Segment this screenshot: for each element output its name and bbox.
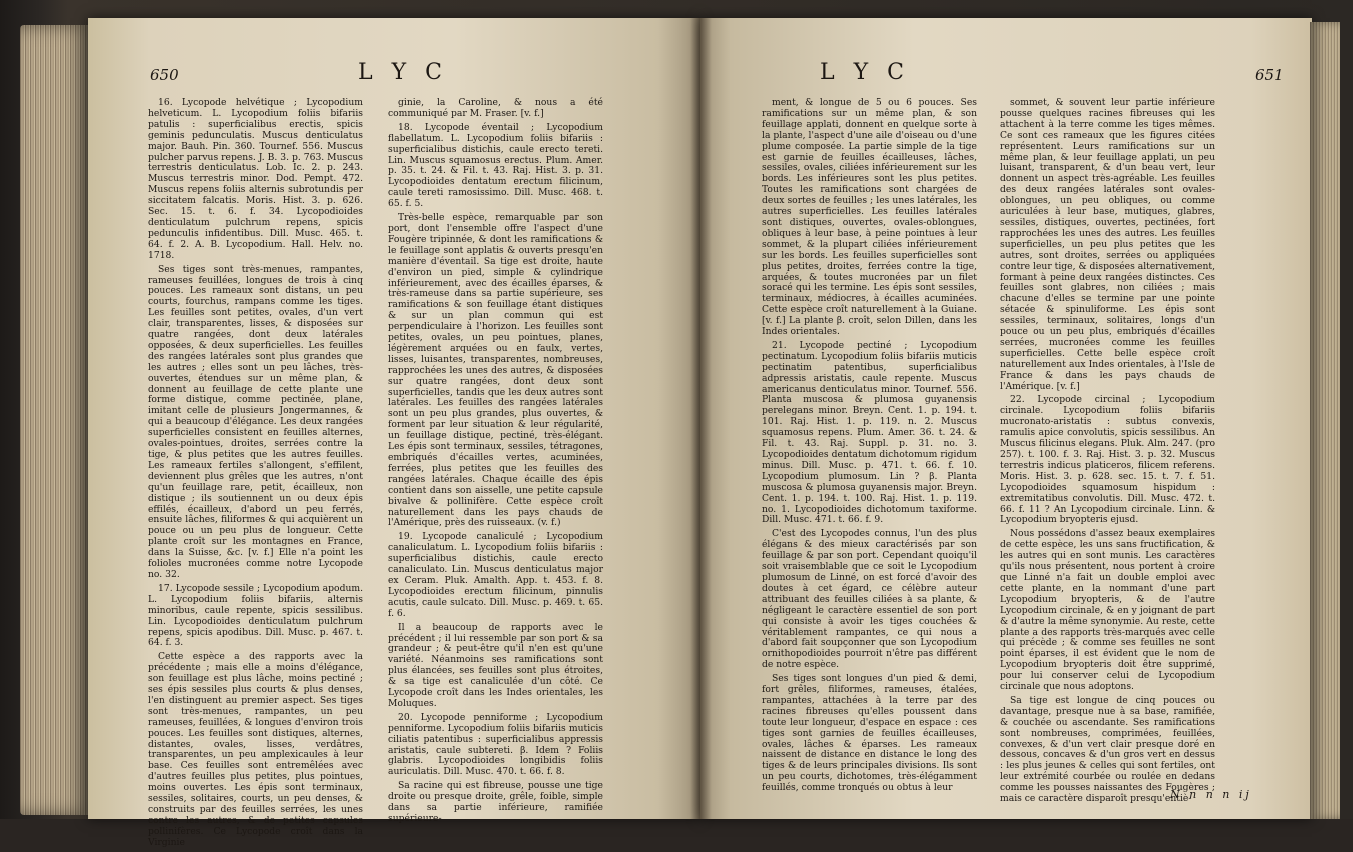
paragraph: Très-belle espèce, remarquable par son port, dont l'ensemble offre l'aspect d'une Fougère tripinnée, & dont les ramifications & le feuillage sont applatis & ouverts presqu'en manière d'éventail. Sa tige est droite, haute d'environ un pied, simple & cylindrique inférieurement, avec des écailles éparses, & très-rameuse dans sa partie supérieure, ses ramifications & son feuillage étant distiques & sur un plan commun qui est perpendiculaire à l'horizon. Les feuilles sont petites, ovales, un peu pointues, planes, légèrement arquées ou en faulx, vertes, lisses, luisantes, transparentes, nombreuses, rapprochées les unes des autres, & disposées sur quatre rangées, dont deux sont superficielles, tandis que les deux autres sont latérales. Les feuilles des rangées latérales sont un peu plus grandes, plus ouvertes, & forment par leur situation & leur régularité, un feuillage distique, pectiné, très-élégant. Les épis sont terminaux, sessiles, tétragones, embriqués d'écailles vertes, acuminées, ferrées, plus petites que les feuilles des rangées latérales. Chaque écaille des épis contient dans son aisselle, une petite capsule bivalve & pollinifère. Cette espèce croît naturellement dans les pays chauds de l'Amérique, près des ruisseaux. (v. f.)	[388, 212, 603, 529]
paragraph: Il a beaucoup de rapports avec le précédent ; il lui ressemble par son port & sa grandeur ; & peut-être qu'il n'en est qu'une variété. Néanmoins ses ramifications sont plus élancées, ses feuilles sont plus étroites, & sa tige est canaliculée d'un côté. Ce Lycopode croît dans les Indes orientales, les Moluques.	[388, 621, 603, 709]
right-column-2	[1000, 98, 1215, 808]
paragraph: 18. Lycopode éventail ; Lycopodium flabellatum. L. Lycopodium foliis bifariis : superficialibus distichis, caule erecto tereti. Lin. Muscus squamosus erectus. Plum. Amer. p. 35. t. 24. & Fil. t. 43. Raj. Hist. 3. p. 31. Lycopodioides dentatum erectum filicinum, caule tereti ramosissimo. Dill. Musc. 468. t. 65. f. 5.	[388, 121, 603, 210]
right-column-1	[762, 98, 977, 797]
right-running-head: L Y C	[820, 60, 910, 85]
book-fore-edge-right	[1310, 22, 1340, 819]
paragraph: 17. Lycopode sessile ; Lycopodium apodum. L. Lycopodium foliis bifariis, alternis minoribus, caule repente, spicis sessilibus. Lin. Lycopodioides denticulatum pulchrum repens, spicis apodibus. Dill. Musc. p. 467. t. 64. f. 3.	[148, 582, 363, 649]
paragraph: Ses tiges sont longues d'un pied & demi, fort grêles, filiformes, rameuses, étalées, rampantes, attachées à la terre par des racines fibreuses qu'elles poussent dans toute leur longueur, d'espace en espace : ces tiges sont garnies de feuilles écailleuses, ovales, lâches & éparses. Les rameaux naissent de distance en distance le long des tiges & de leurs principales divisions. Ils sont un peu courts, dichotomes, très-élégamment feuillés, comme tronqués ou obtus à leur	[762, 673, 977, 794]
paragraph: Cette espèce a des rapports avec la précédente ; mais elle a moins d'élégance, son feuillage est plus lâche, moins pectiné ; ses épis sessiles plus courts & plus denses, l'en distinguent au premier aspect. Ses tiges sont très-menues, rampantes, un peu rameuses, feuillées, & longues d'environ trois pouces. Les feuilles sont distiques, alternes, distantes, ovales, lisses, verdâtres, transparentes, un peu amplexicaules à leur base. Ces feuilles sont entremêlées avec d'autres feuilles plus petites, plus pointues, moins ouvertes. Les épis sont terminaux, sessiles, solitaires, courts, un peu denses, & construits par des feuilles serrées, les unes contre les autres, & de petites capsules pollinifères. Ce Lycopode croît dans la Virginie	[148, 651, 363, 848]
paragraph: 16. Lycopode helvétique ; Lycopodium helveticum. L. Lycopodium foliis bifariis patulis : superficialibus erectis, spicis geminis pedunculatis. Muscus denticulatus major. Bauh. Pin. 360. Tournef. 556. Muscus pulcher parvus repens. J. B. 3. p. 763. Muscus terrestris denticulatus. Lob. Ic. 2. p. 243. Muscus terrestris minor. Dod. Pempt. 472. Muscus repens foliis alternis subrotundis per siccitatem falcatis. Moris. Hist. 3. p. 626. Sec. 15. t. 6. f. 34. Lycopodioides denticulatum pulchrum repens, spicis pedunculis infidentibus. Dill. Musc. 465. t. 64. f. 2. A. B. Lycopodium. Hall. Helv. no. 1718.	[148, 97, 363, 261]
paragraph: Sa tige est longue de cinq pouces ou davantage, presque nue à sa base, ramifiée, & couchée ou ascendante. Ses ramifications sont nombreuses, comprimées, feuillées, convexes, & d'un vert clair presque doré en dessous, concaves & d'un gros vert en dessus : les plus jeunes & celles qui sont fertiles, ont leur extrémité courbée ou roulée en dedans comme les pousses naissantes des Fougères ; mais ce caractère disparoît presqu'entiè-	[1000, 694, 1215, 805]
book-fore-edge-left	[20, 25, 90, 815]
paragraph: Sa racine qui est fibreuse, pousse une tige droite ou presque droite, grêle, foible, simple dans sa partie inférieure, ramifiée supérieure-	[388, 780, 603, 824]
paragraph: 21. Lycopode pectiné ; Lycopodium pectinatum. Lycopodium foliis bifariis muticis pectinatim patentibus, superficialibus adpressis aristatis, caule repente. Muscus americanus denticulatus minor. Tournef. 556. Planta muscosa & plumosa guyanensis perelegans minor. Breyn. Cent. 1. p. 194. t. 101. Raj. Hist. 1. p. 119. n. 2. Muscus squamosus repens. Plum. Amer. 36. t. 24. & Fil. t. 43. Raj. Suppl. p. 31. no. 3. Lycopodioides dentatum dichotomum rigidum minus. Dill. Musc. p. 471. t. 66. f. 10. Lycopodium plumosum. Lin ? β. Planta muscosa & plumosa guyanensis major. Breyn. Cent. 1. p. 194. t. 100. Raj. Hist. 1. p. 119. no. 1. Lycopodioides dichotomum taxiforme. Dill. Musc. 471. t. 66. f. 9.	[762, 339, 977, 526]
left-page-number: 650	[150, 66, 179, 84]
left-running-head: L Y C	[358, 60, 448, 85]
signature-mark: N n n n ij	[1170, 788, 1252, 801]
left-column-1	[148, 98, 363, 852]
paragraph: 19. Lycopode canaliculé ; Lycopodium canaliculatum. L. Lycopodium foliis bifariis : superficialibus distichis, caule erecto canaliculato. Lin. Muscus denticulatus major ex Ceram. Pluk. Amalth. App. t. 453. f. 8. Lycopodioides erectum filicinum, pinnulis acutis, caule sulcato. Dill. Musc. p. 469. t. 65. f. 6.	[388, 531, 603, 619]
paragraph: Ses tiges sont très-menues, rampantes, rameuses feuillées, longues de trois à cinq pouces. Les rameaux sont distans, un peu courts, fourchus, rampans comme les tiges. Les feuilles sont petites, ovales, d'un vert clair, transparentes, lisses, & disposées sur quatre rangées, dont deux latérales opposées, & deux superficielles. Les feuilles des rangées latérales sont plus grandes que les autres ; elles sont un peu lâches, très-ouvertes, étendues sur un même plan, & donnent au feuillage de cette plante une forme distique, comme pectinée, plane, imitant celle de plusieurs Jongermannes, & qui a beaucoup d'élégance. Les deux rangées superficielles consistent en feuilles alternes, ovales-pointues, droites, serrées contre la tige, & plus petites que les autres feuilles. Les rameaux fertiles s'allongent, s'effilent, deviennent plus grêles que les autres, n'ont qu'un feuillage rare, petit, écailleux, non distique ; ils soutiennent un ou deux épis effilés, écailleux, d'abord un peu ferrés, ensuite lâches, filiformes & qui acquièrent un pouce ou un peu plus de longueur. Cette plante croît sur les montagnes en France, dans la Suisse, &c. [v. f.] Elle n'a point les folioles mucronées comme notre Lycopode no. 32.	[148, 263, 363, 580]
paragraph: ginie, la Caroline, & nous a été communiqué par M. Fraser. [v. f.]	[388, 97, 603, 119]
paragraph: ment, & longue de 5 ou 6 pouces. Ses ramifications sur un même plan, & son feuillage applati, donnent en quelque sorte à la plante, l'aspect d'une aile d'oiseau ou d'une plume composée. La partie simple de la tige est garnie de feuilles écailleuses, lâches, sessiles, ovales, ciliées inférieurement sur les bords. Les inférieures sont les plus petites. Toutes les ramifications sont chargées de deux sortes de feuilles ; les unes latérales, les autres superficielles. Les feuilles latérales sont distiques, ouvertes, ovales-oblongues, obliques à leur base, à peine pointues à leur sommet, & la plupart ciliées inférieurement sur les bords. Les feuilles superficielles sont plus petites, droites, ferrées contre la tige, arquées, & toutes mucronées par un filet soracé qui les termine. Les épis sont sessiles, terminaux, médiocres, à écailles acuminées. Cette espèce croît naturellement à la Guiane. [v. f.] La plante β. croît, selon Dillen, dans les Indes orientales.	[762, 97, 977, 338]
right-page	[700, 18, 1312, 819]
paragraph: C'est des Lycopodes connus, l'un des plus élégans & des mieux caractérisés par son feuillage & par son port. Cependant quoiqu'il soit vraisemblable que ce soit le Lycopodium plumosum de Linné, on est forcé d'avoir des doutes à cet égard, ce célèbre auteur attribuant des feuilles ciliées à sa plante, & négligeant le caractère essentiel de son port qui consiste à avoir les tiges couchées & véritablement rampantes, ce qui nous a d'abord fait soupçonner que son Lycopodium ornithopodioides pourroit n'être pas différent de notre espèce.	[762, 528, 977, 671]
paragraph: sommet, & souvent leur partie inférieure pousse quelques racines fibreuses qui les attachent à la terre comme les tiges mêmes. Ce sont ces rameaux que les figures citées représentent. Leurs ramifications sur un même plan, & leur feuillage applati, un peu luisant, transparent, & d'un beau vert, leur donnent un aspect très-agréable. Les feuilles des deux rangées latérales sont ovales-oblongues, un peu obliques, ou comme auriculées à leur base, mutiques, glabres, sessiles, distiques, ouvertes, pectinées, fort rapprochées les unes des autres. Les feuilles superficielles, un peu plus petites que les autres, sont droites, serrées ou appliquées contre leur tige, & disposées alternativement, formant à peine deux rangées distinctes. Ces feuilles sont glabres, non ciliées ; mais chacune d'elles se termine par une pointe sétacée & spinuliforme. Les épis sont sessiles, terminaux, solitaires, longs d'un pouce ou un peu plus, embriqués d'écailles serrées, mucronées comme les feuilles superficielles. Cette belle espèce croît naturellement aux Indes orientales, à l'Isle de France & dans les pays chauds de l'Amérique. [v. f.]	[1000, 97, 1215, 392]
paragraph: Nous possédons d'assez beaux exemplaires de cette espèce, les uns sans fructification, & les autres qui en sont munis. Les caractères qu'ils nous présentent, nous portent à croire que Linné n'a fait un double emploi avec cette plante, en la nommant d'une part Lycopodium bryopteris, & de l'autre Lycopodium circinale, & en y joignant de part & d'autre la même synonymie. Au reste, cette plante a des rapports très-marqués avec celle qui précède ; & comme ses feuilles ne sont point éparses, il est évident que le nom de Lycopodium bryopteris doit être supprimé, pour lui conserver celui de Lycopodium circinale que nous adoptons.	[1000, 528, 1215, 693]
paragraph: 20. Lycopode penniforme ; Lycopodium penniforme. Lycopodium foliis bifariis muticis ciliatis patentibus : superficialibus appressis aristatis, caule subtereti. β. Idem ? Foliis glabris. Lycopodioides longibidis foliis auriculatis. Dill. Musc. 470. t. 66. f. 8.	[388, 711, 603, 778]
right-page-number: 651	[1255, 66, 1284, 84]
left-column-2	[388, 98, 603, 828]
paragraph: 22. Lycopode circinal ; Lycopodium circinale. Lycopodium foliis bifariis mucronato-aristatis : subtus convexis, ramulis apice convolutis, spicis sessilibus. An Muscus filicinus elegans. Pluk. Alm. 247. (pro 257). t. 100. f. 3. Raj. Hist. 3. p. 32. Muscus terrestris indicus platiceros, filicem referens. Moris. Hist. 3. p. 628. sec. 15. t. 7. f. 51. Lycopodioides squamosum hispidum : extremitatibus convolutis. Dill. Musc. 472. t. 66. f. 11 ? An Lycopodium circinale. Linn. & Lycopodium bryopteris ejusd.	[1000, 394, 1215, 526]
left-page	[88, 18, 700, 848]
